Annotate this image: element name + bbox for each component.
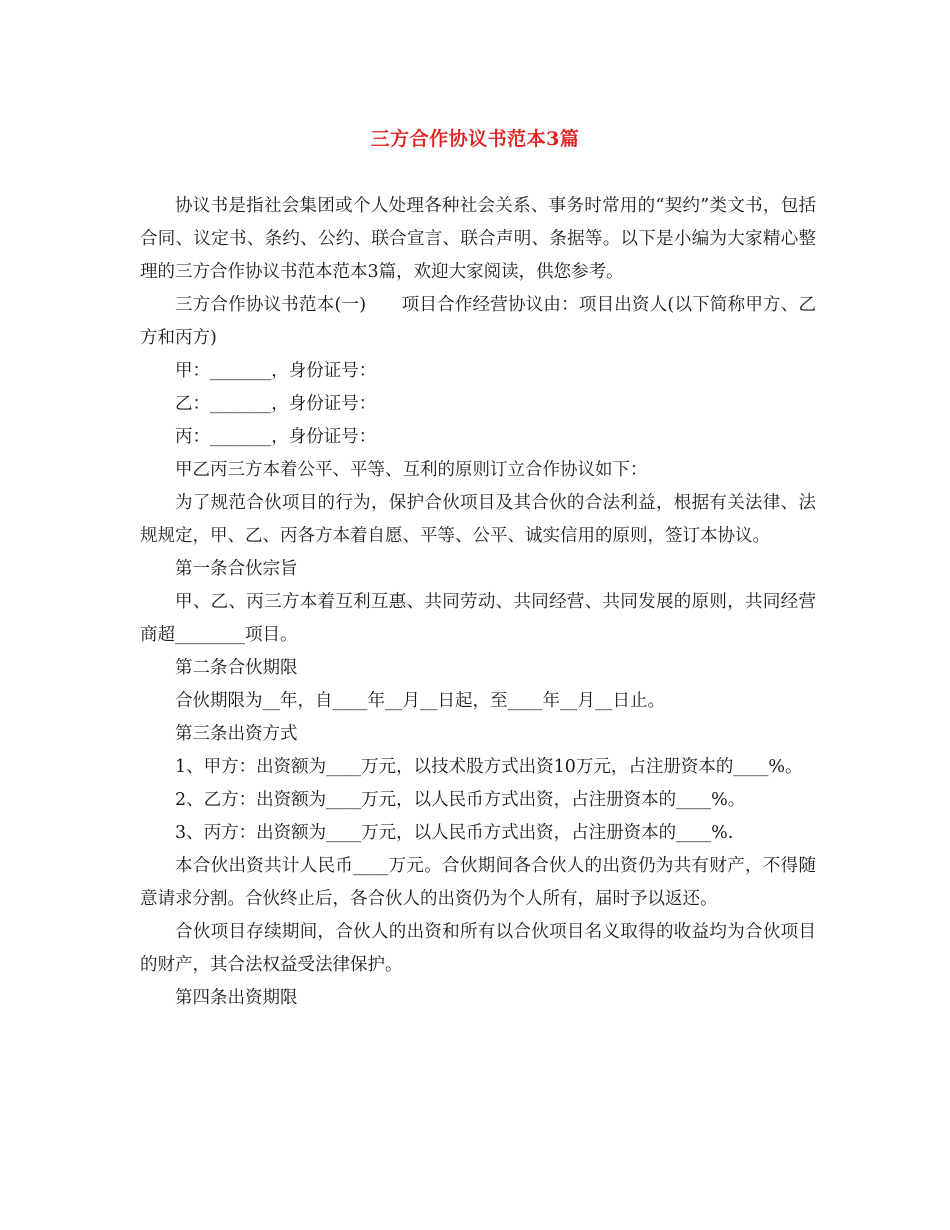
- article-two-heading: 第二条合伙期限: [175, 658, 298, 678]
- party-c-line: 丙：_______，身份证号：: [175, 427, 377, 447]
- intro-paragraph: 协议书是指社会集团或个人处理各种社会关系、事务时常用的“契约”类文书，包括合同、议定书、条约、公约、联合宣言、联合声明、条据等。以下是小编为大家精心整理的三方合作协议书范本范本3篇，欢迎大家阅读，供您参考。: [140, 196, 816, 282]
- article-four-heading: 第四条出资期限: [175, 988, 298, 1008]
- total-contribution-paragraph: 本合伙出资共计人民币____万元。合伙期间各合伙人的出资仍为共有财产，不得随意请求分割。合伙终止后，各合伙人的出资仍为个人所有，届时予以返还。: [140, 856, 816, 909]
- article-three-heading: 第三条出资方式: [175, 724, 298, 744]
- principle-paragraph: 甲乙丙三方本着公平、平等、互利的原则订立合作协议如下：: [175, 460, 648, 480]
- party-b-line: 乙：_______，身份证号：: [175, 394, 377, 414]
- partnership-property-paragraph: 合伙项目存续期间，合伙人的出资和所有以合伙项目名义取得的收益均为合伙项目的财产，其合法权益受法律保护。: [140, 922, 816, 975]
- article-one-text: 甲、乙、丙三方本着互利互惠、共同劳动、共同经营、共同发展的原则，共同经营商超________项目。: [140, 592, 816, 645]
- contribution-party-b: 2、乙方：出资额为____万元，以人民币方式出资，占注册资本的____%。: [175, 790, 746, 810]
- party-a-line: 甲：_______，身份证号：: [175, 361, 377, 381]
- article-two-text: 合伙期限为__年，自____年__月__日起，至____年__月__日止。: [175, 691, 665, 711]
- contribution-party-c: 3、丙方：出资额为____万元，以人民币方式出资，占注册资本的____%.: [175, 823, 734, 843]
- document-title: 三方合作协议书范本3篇: [370, 128, 580, 150]
- article-one-heading: 第一条合伙宗旨: [175, 559, 298, 579]
- document-body: [140, 190, 816, 1015]
- contribution-party-a: 1、甲方：出资额为____万元，以技术股方式出资10万元，占注册资本的____%。: [175, 757, 803, 777]
- sample-one-heading: 三方合作协议书范本(一) 项目合作经营协议由：项目出资人(以下简称甲方、乙方和丙方): [140, 295, 816, 348]
- purpose-paragraph: 为了规范合伙项目的行为，保护合伙项目及其合伙的合法利益，根据有关法律、法规规定，甲、乙、丙各方本着自愿、平等、公平、诚实信用的原则，签订本协议。: [140, 493, 816, 546]
